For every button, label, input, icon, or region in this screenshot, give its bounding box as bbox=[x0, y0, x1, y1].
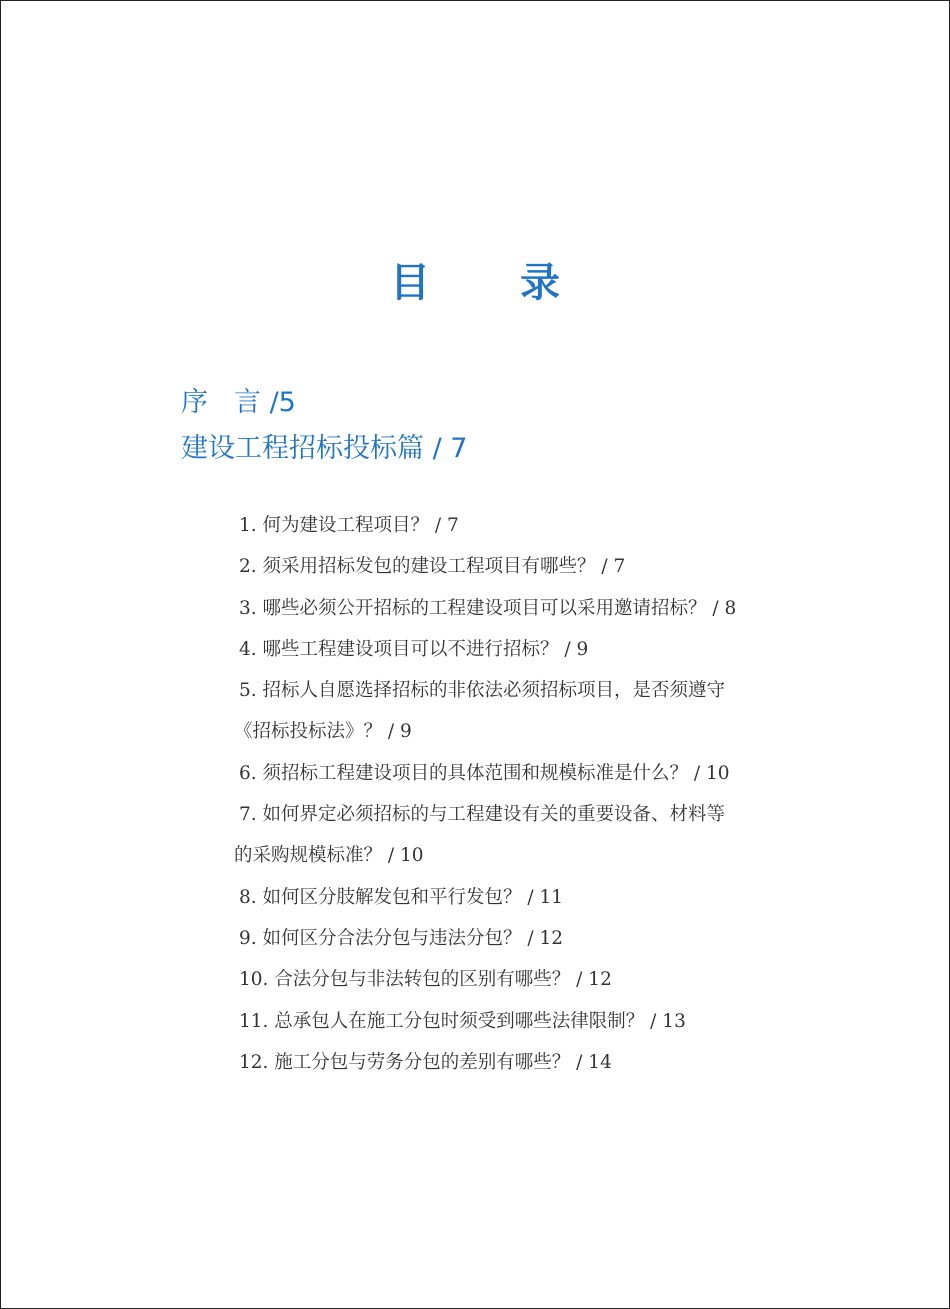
section-preface-label: 序 bbox=[181, 387, 208, 418]
toc-entry-7 bbox=[234, 794, 839, 877]
toc-entry-4: 4. 哪些工程建设项目可以不进行招标？ / 9 bbox=[239, 638, 589, 660]
toc-entry-5-line-1: 5. 招标人自愿选择招标的非依法必须招标项目，是否须遵守 bbox=[239, 680, 726, 702]
section-bidding bbox=[181, 431, 467, 467]
section-preface-label-2: 言 bbox=[234, 387, 261, 418]
section-bidding-page: / 7 bbox=[424, 433, 468, 464]
toc-entry-1: 1. 何为建设工程项目？ / 7 bbox=[239, 515, 459, 536]
toc-entry-6: 6. 须招标工程建设项目的具体范围和规模标准是什么？ / 10 bbox=[239, 762, 730, 784]
toc-entry-12: 12. 施工分包与劳务分包的差别有哪些？ / 14 bbox=[239, 1051, 612, 1073]
toc-entry-2: 2. 须采用招标发包的建设工程项目有哪些？ / 7 bbox=[239, 556, 626, 578]
toc-entry-5 bbox=[234, 670, 839, 753]
section-preface-page: /5 bbox=[261, 387, 296, 418]
toc-entry-7-line-1: 7. 如何界定必须招标的与工程建设有关的重要设备、材料等 bbox=[239, 804, 726, 826]
toc-entry-10: 10. 合法分包与非法转包的区别有哪些？ / 12 bbox=[239, 969, 612, 991]
toc-entry-8: 8. 如何区分肢解发包和平行发包？ / 11 bbox=[239, 886, 564, 908]
toc-entry-9: 9. 如何区分合法分包与违法分包？ / 12 bbox=[239, 927, 564, 949]
toc-entry-7-line-2: 的采购规模标准？ / 10 bbox=[234, 845, 424, 867]
toc-entry-3: 3. 哪些必须公开招标的工程建设项目可以采用邀请招标？ / 8 bbox=[239, 597, 737, 619]
toc-entry-11: 11. 总承包人在施工分包时须受到哪些法律限制？ / 13 bbox=[239, 1010, 686, 1032]
toc-entry-5-line-2: 《招标投标法》？ / 9 bbox=[234, 721, 412, 743]
page-title: 目 录 bbox=[390, 260, 598, 306]
section-bidding-label: 建设工程招标投标篇 bbox=[181, 433, 424, 464]
section-preface bbox=[181, 385, 296, 421]
toc-list bbox=[234, 505, 839, 1083]
